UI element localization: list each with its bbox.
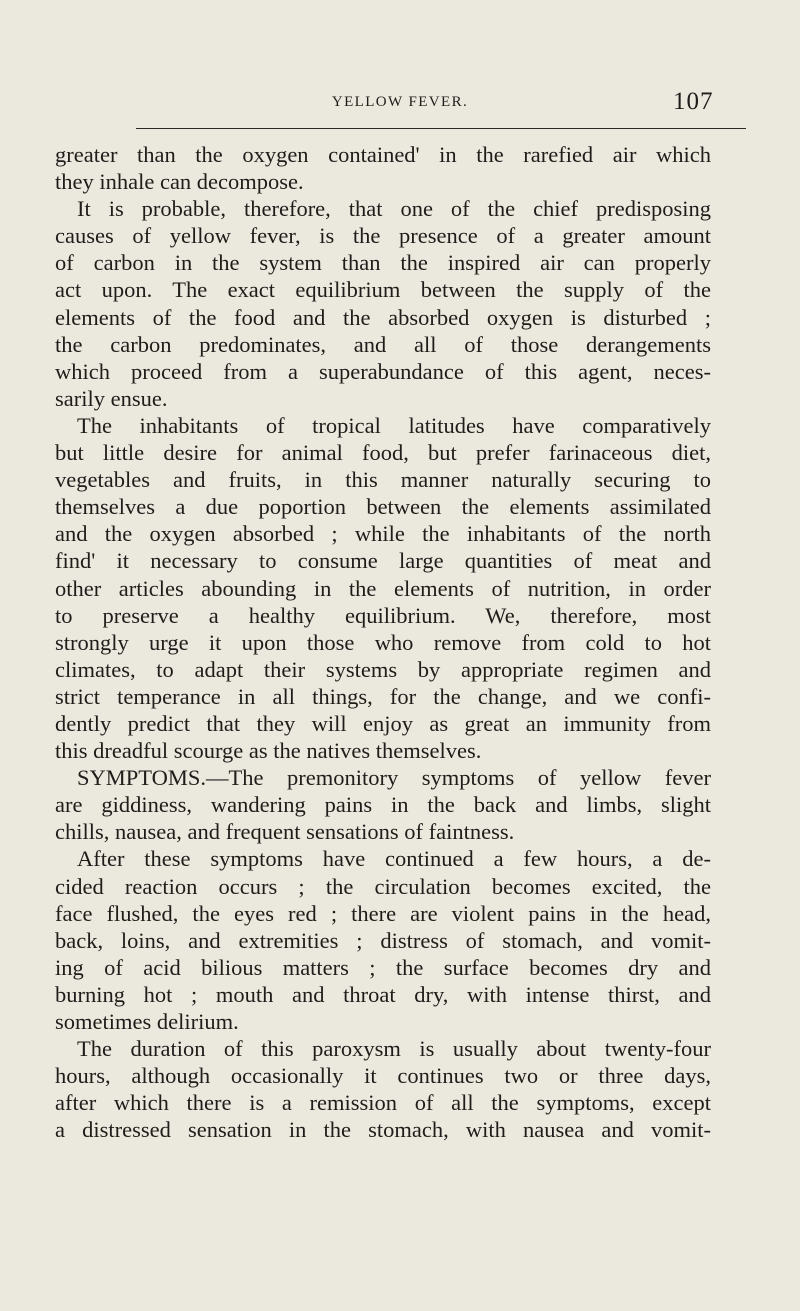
text-line: strict temperance in all things, for the change, and we confi-: [55, 683, 711, 709]
page-number: 107: [673, 88, 714, 115]
text-line: After these symptoms have continued a few hours, a de-: [77, 846, 711, 872]
text-line: of carbon in the system than the inspired air can properly: [55, 250, 711, 276]
text-line: other articles abounding in the elements of nutrition, in order: [55, 575, 711, 601]
text-line: cided reaction occurs ; the circulation becomes excited, the: [55, 873, 711, 899]
text-line: ing of acid bilious matters ; the surface becomes dry and: [55, 954, 711, 980]
text-line: act upon. The exact equilibrium between the supply of the: [55, 277, 711, 303]
running-head: [0, 88, 800, 118]
text-line: are giddiness, wandering pains in the back and limbs, slight: [55, 792, 711, 818]
body-text: [55, 141, 711, 1143]
text-line: It is probable, therefore, that one of the chief predisposing: [77, 196, 711, 222]
text-line: hours, although occasionally it continues two or three days,: [55, 1063, 711, 1089]
text-line: to preserve a healthy equilibrium. We, therefore, most: [55, 602, 711, 628]
text-line: sometimes delirium.: [55, 1009, 239, 1034]
text-line: themselves a due poportion between the elements assimilated: [55, 494, 711, 520]
text-line: but little desire for animal food, but prefer farinaceous diet,: [55, 440, 711, 466]
text-line: this dreadful scourge as the natives themselves.: [55, 738, 482, 764]
text-line: and the oxygen absorbed ; while the inhabitants of the north: [55, 521, 711, 547]
text-line: after which there is a remission of all the symptoms, except: [55, 1090, 711, 1116]
text-line: find' it necessary to consume large quantities of meat and: [55, 548, 711, 574]
text-line: a distressed sensation in the stomach, with nausea and vomit-: [55, 1117, 711, 1143]
text-line: face flushed, the eyes red ; there are violent pains in the head,: [55, 900, 711, 926]
text-line: sarily ensue.: [55, 385, 168, 411]
text-line: they inhale can decompose.: [55, 169, 304, 195]
text-line: causes of yellow fever, is the presence of a greater amount: [55, 223, 711, 249]
header-rule: [136, 128, 746, 129]
text-line: The inhabitants of tropical latitudes have comparatively: [77, 412, 711, 438]
text-line: which proceed from a superabundance of this agent, neces-: [55, 358, 711, 384]
text-line: dently predict that they will enjoy as great an immunity from: [55, 710, 711, 736]
text-line: SYMPTOMS.—The premonitory symptoms of yellow fever: [77, 765, 711, 791]
text-line: strongly urge it upon those who remove from cold to hot: [55, 629, 711, 655]
text-line: greater than the oxygen contained' in the rarefied air which: [55, 142, 711, 167]
text-line: the carbon predominates, and all of those derangements: [55, 331, 711, 357]
running-title: YELLOW FEVER.: [331, 94, 469, 110]
text-line: The duration of this paroxysm is usually about twenty-four: [77, 1036, 711, 1062]
text-line: back, loins, and extremities ; distress of stomach, and vomit-: [55, 927, 711, 953]
text-line: chills, nausea, and frequent sensations of faintness.: [55, 819, 515, 845]
text-line: elements of the food and the absorbed oxygen is disturbed ;: [55, 304, 711, 330]
text-line: vegetables and fruits, in this manner naturally securing to: [55, 467, 711, 493]
text-line: climates, to adapt their systems by appropriate regimen and: [55, 656, 711, 682]
text-line: burning hot ; mouth and throat dry, with intense thirst, and: [55, 981, 711, 1007]
